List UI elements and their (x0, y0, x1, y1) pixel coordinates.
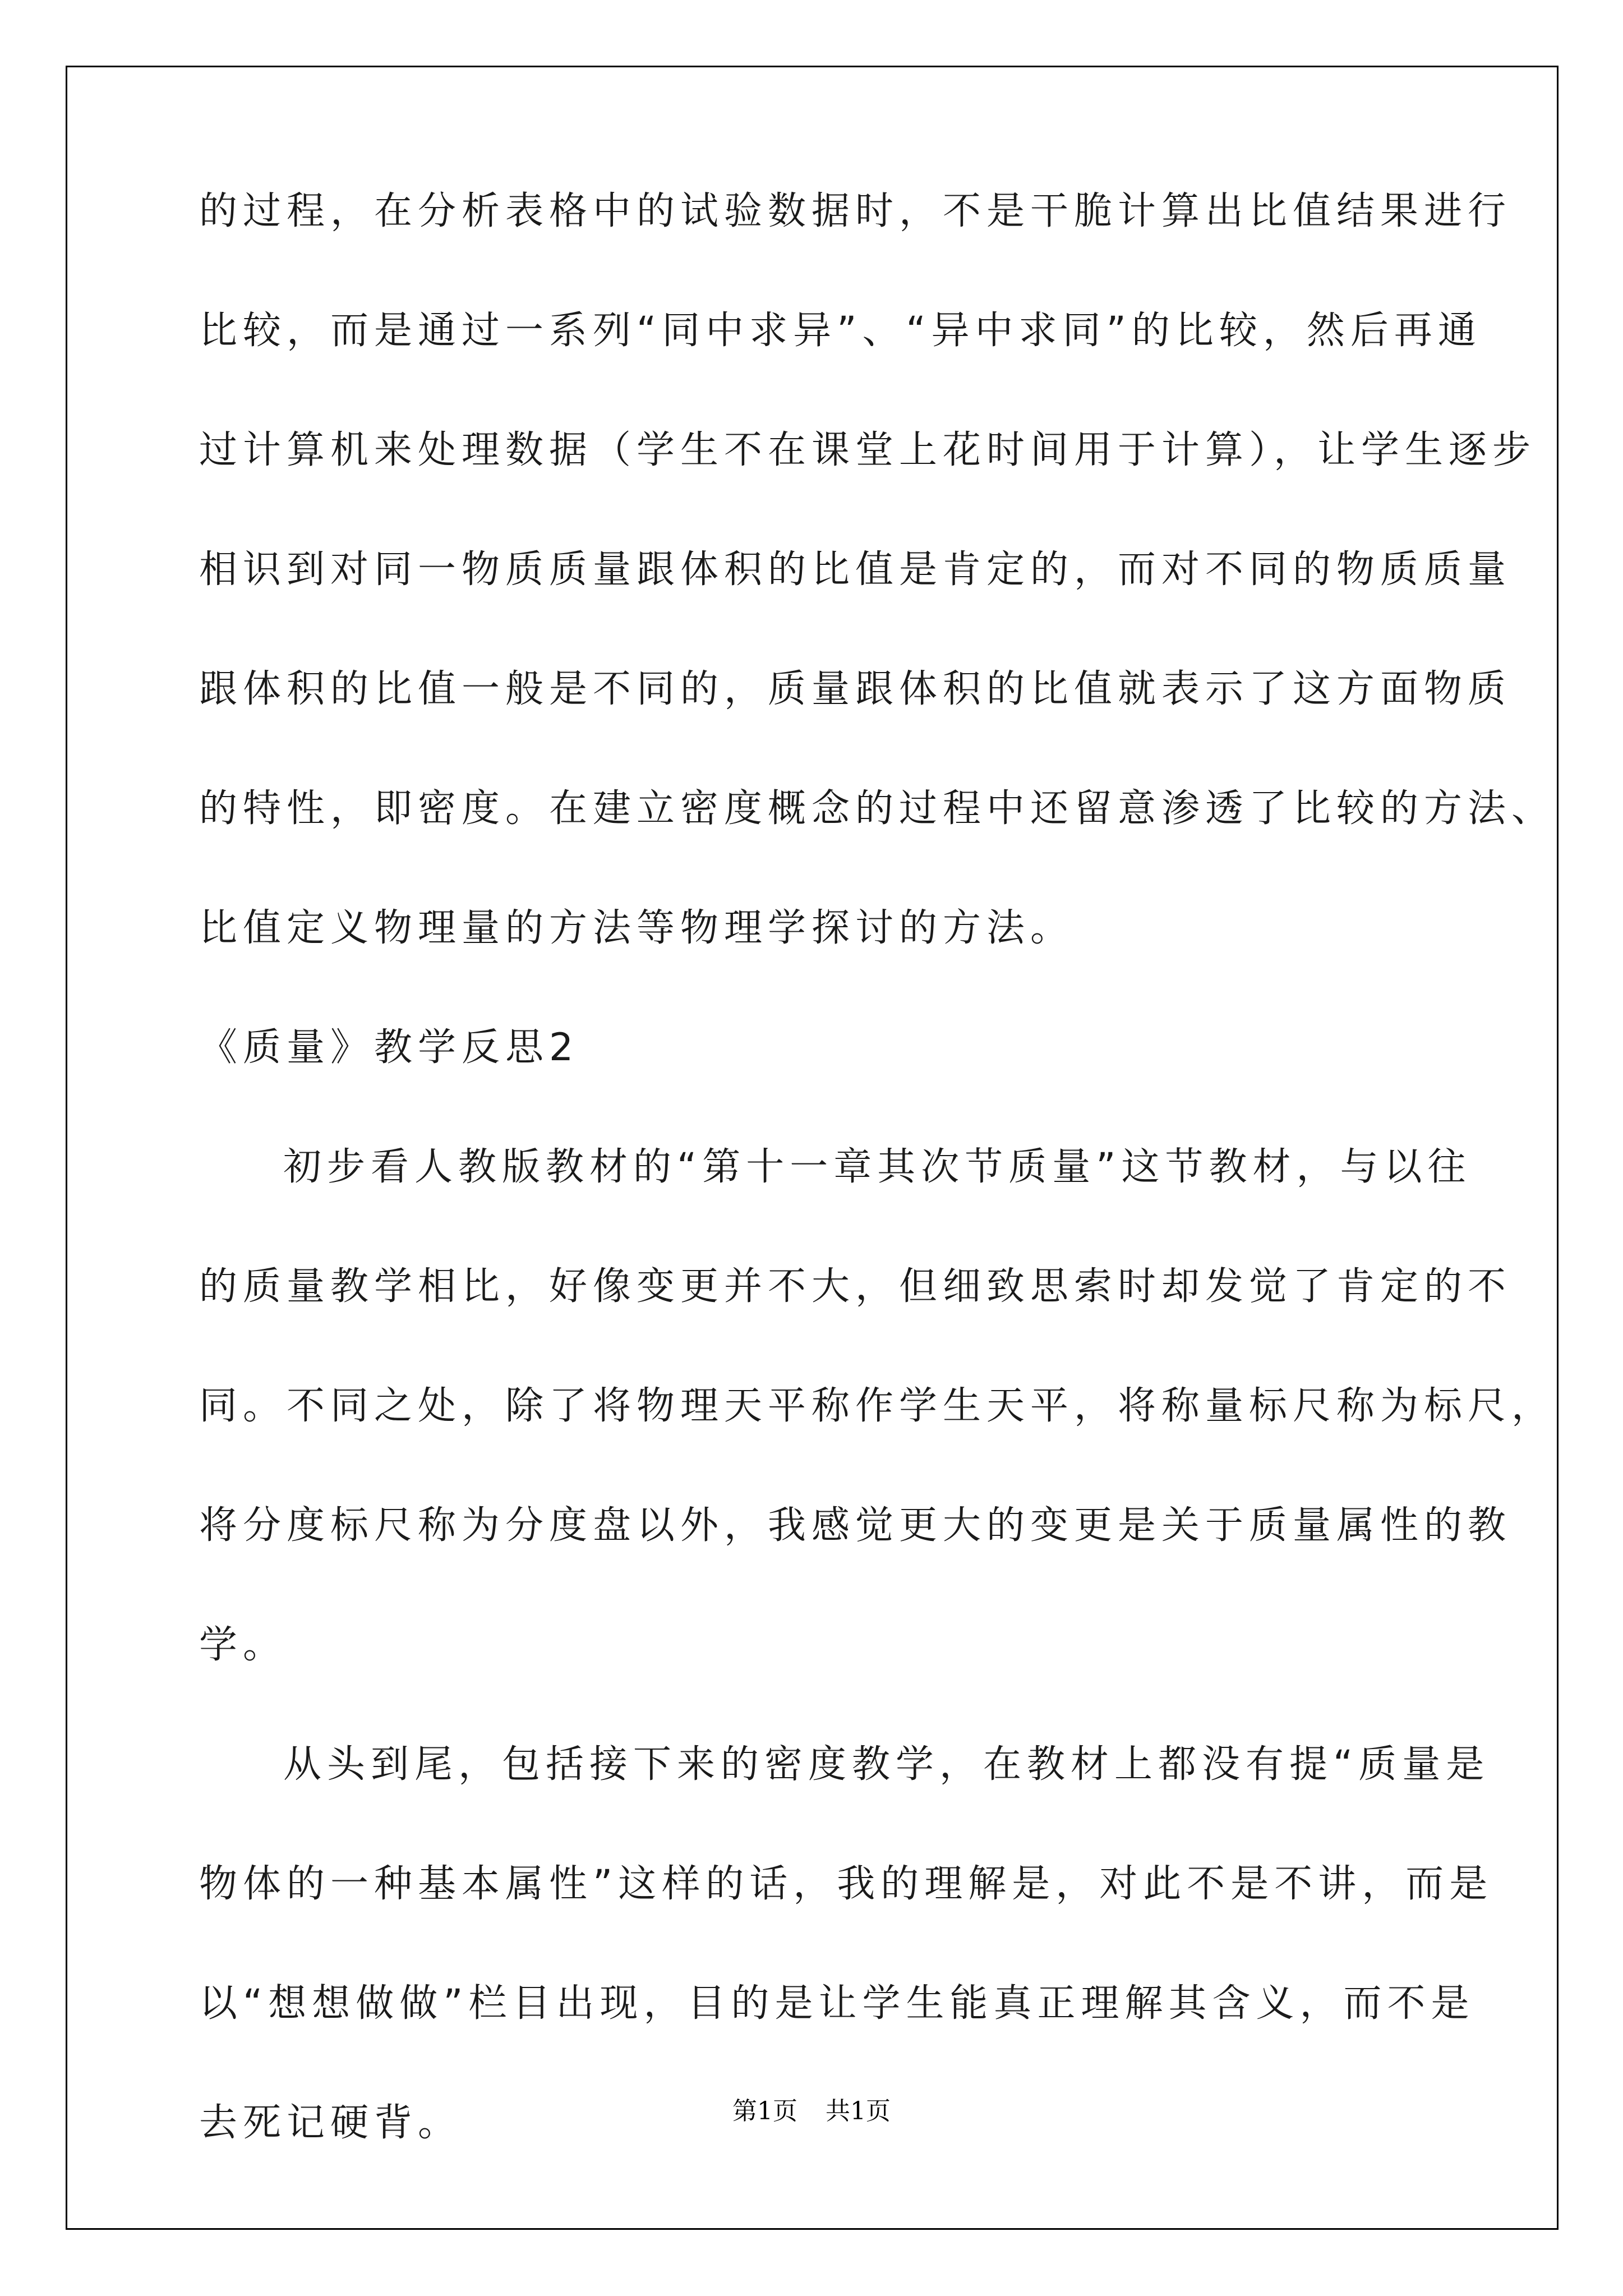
page-number: 第1页 (732, 2097, 797, 2125)
paragraph-line: 初步看人教版教材的“第十一章其次节质量”这节教材，与以往 (283, 1145, 1472, 1189)
paragraph-line: 比值定义物理量的方法等物理学探讨的方法。 (199, 906, 1075, 950)
paragraph-line: 去死记硬背。 (199, 2101, 462, 2145)
paragraph-line: 从头到尾，包括接下来的密度教学，在教材上都没有提“质量是 (283, 1742, 1490, 1787)
paragraph-line: 的特性，即密度。在建立密度概念的过程中还留意渗透了比较的方法、 (199, 786, 1556, 831)
paragraph-line: 的过程，在分析表格中的试验数据时，不是干脆计算出比值结果进行 (199, 189, 1512, 233)
paragraph-line: 相识到对同一物质质量跟体积的比值是肯定的，而对不同的物质质量 (199, 547, 1512, 592)
paragraph-line: 以“想想做做”栏目出现，目的是让学生能真正理解其含义，而不是 (199, 1981, 1475, 2026)
paragraph-line: 物体的一种基本属性”这样的话，我的理解是，对此不是不讲，而是 (199, 1862, 1493, 1906)
page-total: 共1页 (826, 2097, 891, 2125)
paragraph-line: 将分度标尺称为分度盘以外，我感觉更大的变更是关于质量属性的教 (199, 1503, 1512, 1548)
paragraph-line: 比较，而是通过一系列“同中求异”、“异中求同”的比较，然后再通 (199, 309, 1482, 353)
document-body (199, 189, 1556, 2222)
paragraph-line: 跟体积的比值一般是不同的，质量跟体积的比值就表示了这方面物质 (199, 667, 1512, 711)
paragraph-line: 过计算机来处理数据（学生不在课堂上花时间用于计算），让学生逐步 (199, 428, 1537, 472)
paragraph-line: 的质量教学相比，好像变更并不大，但细致思索时却发觉了肯定的不 (199, 1264, 1512, 1309)
section-heading: 《质量》教学反思2 (199, 1025, 579, 1070)
paragraph-line: 同。不同之处，除了将物理天平称作学生天平，将称量标尺称为标尺， (199, 1384, 1556, 1428)
paragraph-line: 学。 (199, 1623, 287, 1667)
page-footer (0, 2091, 1623, 2127)
